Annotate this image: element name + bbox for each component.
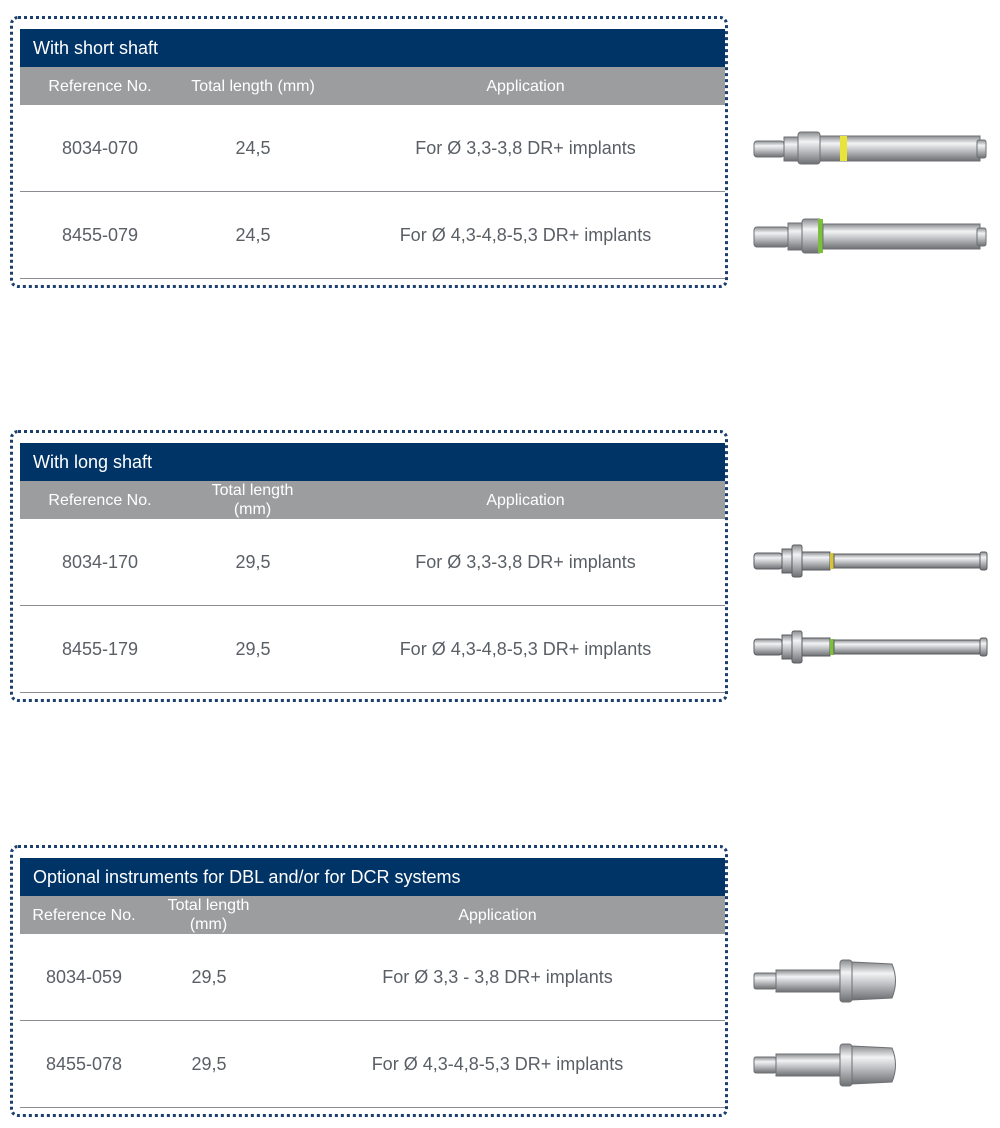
cell-application: For Ø 3,3-3,8 DR+ implants xyxy=(415,551,636,572)
cell-length: 24,5 xyxy=(235,224,271,245)
header-length: Total length (mm) xyxy=(167,897,250,933)
header-application: Application xyxy=(458,906,537,924)
table-row xyxy=(20,105,725,192)
table-row xyxy=(20,192,725,279)
table-title: With short shaft xyxy=(20,29,725,67)
table-row xyxy=(20,934,725,1021)
cell-reference: 8455-179 xyxy=(61,638,139,659)
cell-reference: 8034-170 xyxy=(61,551,139,572)
header-length: Total length (mm) xyxy=(211,482,294,518)
adapter-8455-078-image xyxy=(752,1040,902,1090)
table-header xyxy=(20,896,725,934)
table-title: Optional instruments for DBL and/or for DCR systems xyxy=(20,858,725,896)
cell-application: For Ø 3,3 - 3,8 DR+ implants xyxy=(382,966,613,987)
header-reference: Reference No. xyxy=(48,491,152,509)
table-title: With long shaft xyxy=(20,443,725,481)
header-application: Application xyxy=(486,491,565,509)
table-header xyxy=(20,67,725,105)
header-reference: Reference No. xyxy=(32,906,136,924)
header-reference: Reference No. xyxy=(48,77,152,95)
driver-long-8455-179-image xyxy=(752,629,988,665)
cell-reference: 8455-078 xyxy=(45,1053,123,1074)
cell-reference: 8455-079 xyxy=(61,224,139,245)
cell-length: 29,5 xyxy=(235,551,271,572)
table-optional-instruments xyxy=(10,845,728,1117)
cell-application: For Ø 4,3-4,8-5,3 DR+ implants xyxy=(399,638,652,659)
cell-length: 29,5 xyxy=(191,966,227,987)
cell-application: For Ø 4,3-4,8-5,3 DR+ implants xyxy=(371,1053,624,1074)
adapter-8034-059-image xyxy=(752,956,902,1006)
cell-application: For Ø 3,3-3,8 DR+ implants xyxy=(415,137,636,158)
table-long-shaft xyxy=(10,430,728,702)
table-header xyxy=(20,481,725,519)
cell-reference: 8034-059 xyxy=(45,966,123,987)
table-row xyxy=(20,519,725,606)
table-row xyxy=(20,1021,725,1108)
cell-length: 29,5 xyxy=(235,638,271,659)
driver-short-8455-079-image xyxy=(752,216,988,256)
header-length: Total length (mm) xyxy=(191,77,315,95)
cell-application: For Ø 4,3-4,8-5,3 DR+ implants xyxy=(399,224,652,245)
cell-length: 24,5 xyxy=(235,137,271,158)
cell-length: 29,5 xyxy=(191,1053,227,1074)
table-row xyxy=(20,606,725,693)
header-application: Application xyxy=(486,77,565,95)
driver-long-8034-170-image xyxy=(752,543,988,579)
table-short-shaft xyxy=(10,16,728,288)
driver-short-8034-070-image xyxy=(752,128,988,168)
cell-reference: 8034-070 xyxy=(61,137,139,158)
